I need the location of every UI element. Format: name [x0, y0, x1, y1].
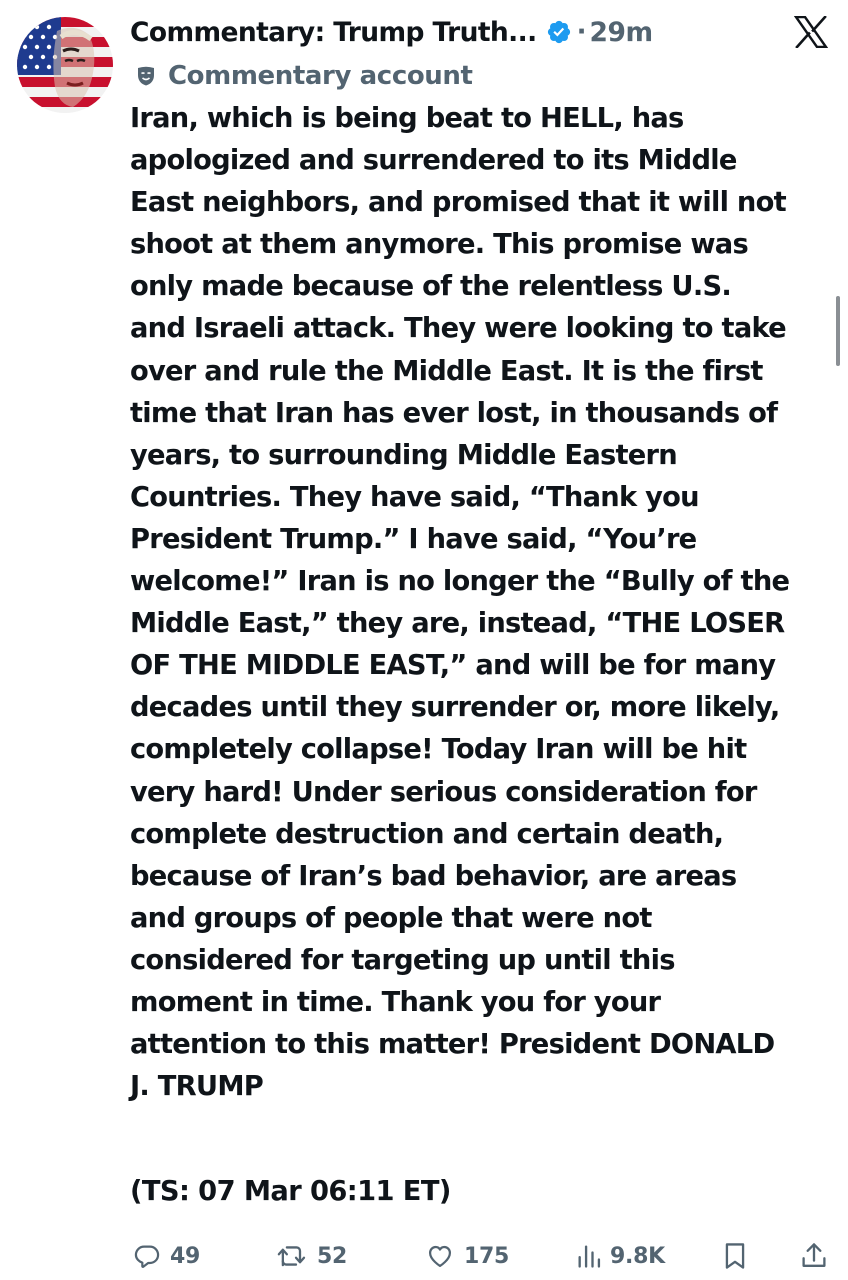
repost-button[interactable]: [276, 1236, 347, 1276]
theater-mask-icon: [135, 65, 157, 87]
account-type-label: Commentary account: [168, 61, 473, 91]
post-header: [130, 12, 653, 52]
views-icon: [576, 1242, 602, 1270]
post-body-line: moment in time. Thank you for your: [130, 986, 661, 1018]
post-body: [130, 98, 840, 1108]
post-body-line: President Trump.” I have said, “You’re: [130, 523, 697, 555]
action-bar: [0, 1236, 848, 1276]
share-button[interactable]: [800, 1236, 828, 1276]
post-body-line: complete destruction and certain death,: [130, 818, 724, 850]
post-body-line: very hard! Under serious consideration for: [130, 776, 757, 808]
post-body-line: considered for targeting up until this: [130, 944, 675, 976]
post-time[interactable]: 29m: [589, 16, 653, 48]
post-body-line: and Israeli attack. They were looking to take: [130, 313, 786, 345]
header-separator: ·: [576, 17, 587, 47]
bookmark-icon: [722, 1241, 748, 1271]
post-body-line: only made because of the relentless U.S.: [130, 271, 732, 303]
post-body-line: completely collapse! Today Iran will be hit: [130, 734, 747, 766]
scrollbar-thumb[interactable]: [836, 296, 840, 366]
post-body-line: welcome!” Iran is no longer the “Bully of the: [130, 566, 790, 598]
timestamp-note: (TS: 07 Mar 06:11 ET): [130, 1176, 451, 1207]
reply-button[interactable]: [133, 1236, 200, 1276]
post-body-line: because of Iran’s bad behavior, are areas: [130, 860, 737, 892]
avatar[interactable]: [17, 17, 113, 113]
post-body-line: over and rule the Middle East. It is the first: [130, 355, 763, 387]
avatar-flag-portrait-image: [17, 17, 113, 113]
post-body-line: time that Iran has ever lost, in thousands of: [130, 397, 778, 429]
post-body-line: Middle East,” they are, instead, “THE LOSER: [130, 608, 785, 640]
post-body-line: decades until they surrender or, more likely,: [130, 692, 780, 724]
x-close-icon[interactable]: [794, 16, 828, 48]
post-body-line: J. TRUMP: [130, 1071, 264, 1103]
post-body-line: apologized and surrendered to its Middle: [130, 145, 737, 177]
like-count: 175: [464, 1243, 510, 1269]
repost-icon: [276, 1242, 308, 1270]
bookmark-button[interactable]: [722, 1236, 748, 1276]
repost-count: 52: [317, 1243, 348, 1269]
account-type-row: [135, 58, 473, 94]
post-body-line: Countries. They have said, “Thank you: [130, 481, 699, 513]
post-body-line: years, to surrounding Middle Eastern: [130, 439, 677, 471]
post-body-line: OF THE MIDDLE EAST,” and will be for many: [130, 650, 776, 682]
reply-count: 49: [170, 1243, 201, 1269]
author-name[interactable]: Commentary: Trump Truth...: [130, 16, 537, 48]
reply-icon: [133, 1242, 161, 1270]
views-button[interactable]: [576, 1236, 665, 1276]
post-body-line: and groups of people that were not: [130, 902, 652, 934]
heart-icon: [425, 1242, 455, 1270]
post-body-line: shoot at them anymore. This promise was: [130, 229, 748, 261]
like-button[interactable]: [425, 1236, 509, 1276]
share-icon: [800, 1241, 828, 1271]
verified-badge-icon: [546, 19, 572, 45]
post-body-line: attention to this matter! President DONALD: [130, 1029, 775, 1061]
post-body-line: East neighbors, and promised that it will not: [130, 187, 786, 219]
views-count: 9.8K: [610, 1243, 665, 1269]
post-body-line: Iran, which is being beat to HELL, has: [130, 103, 684, 134]
